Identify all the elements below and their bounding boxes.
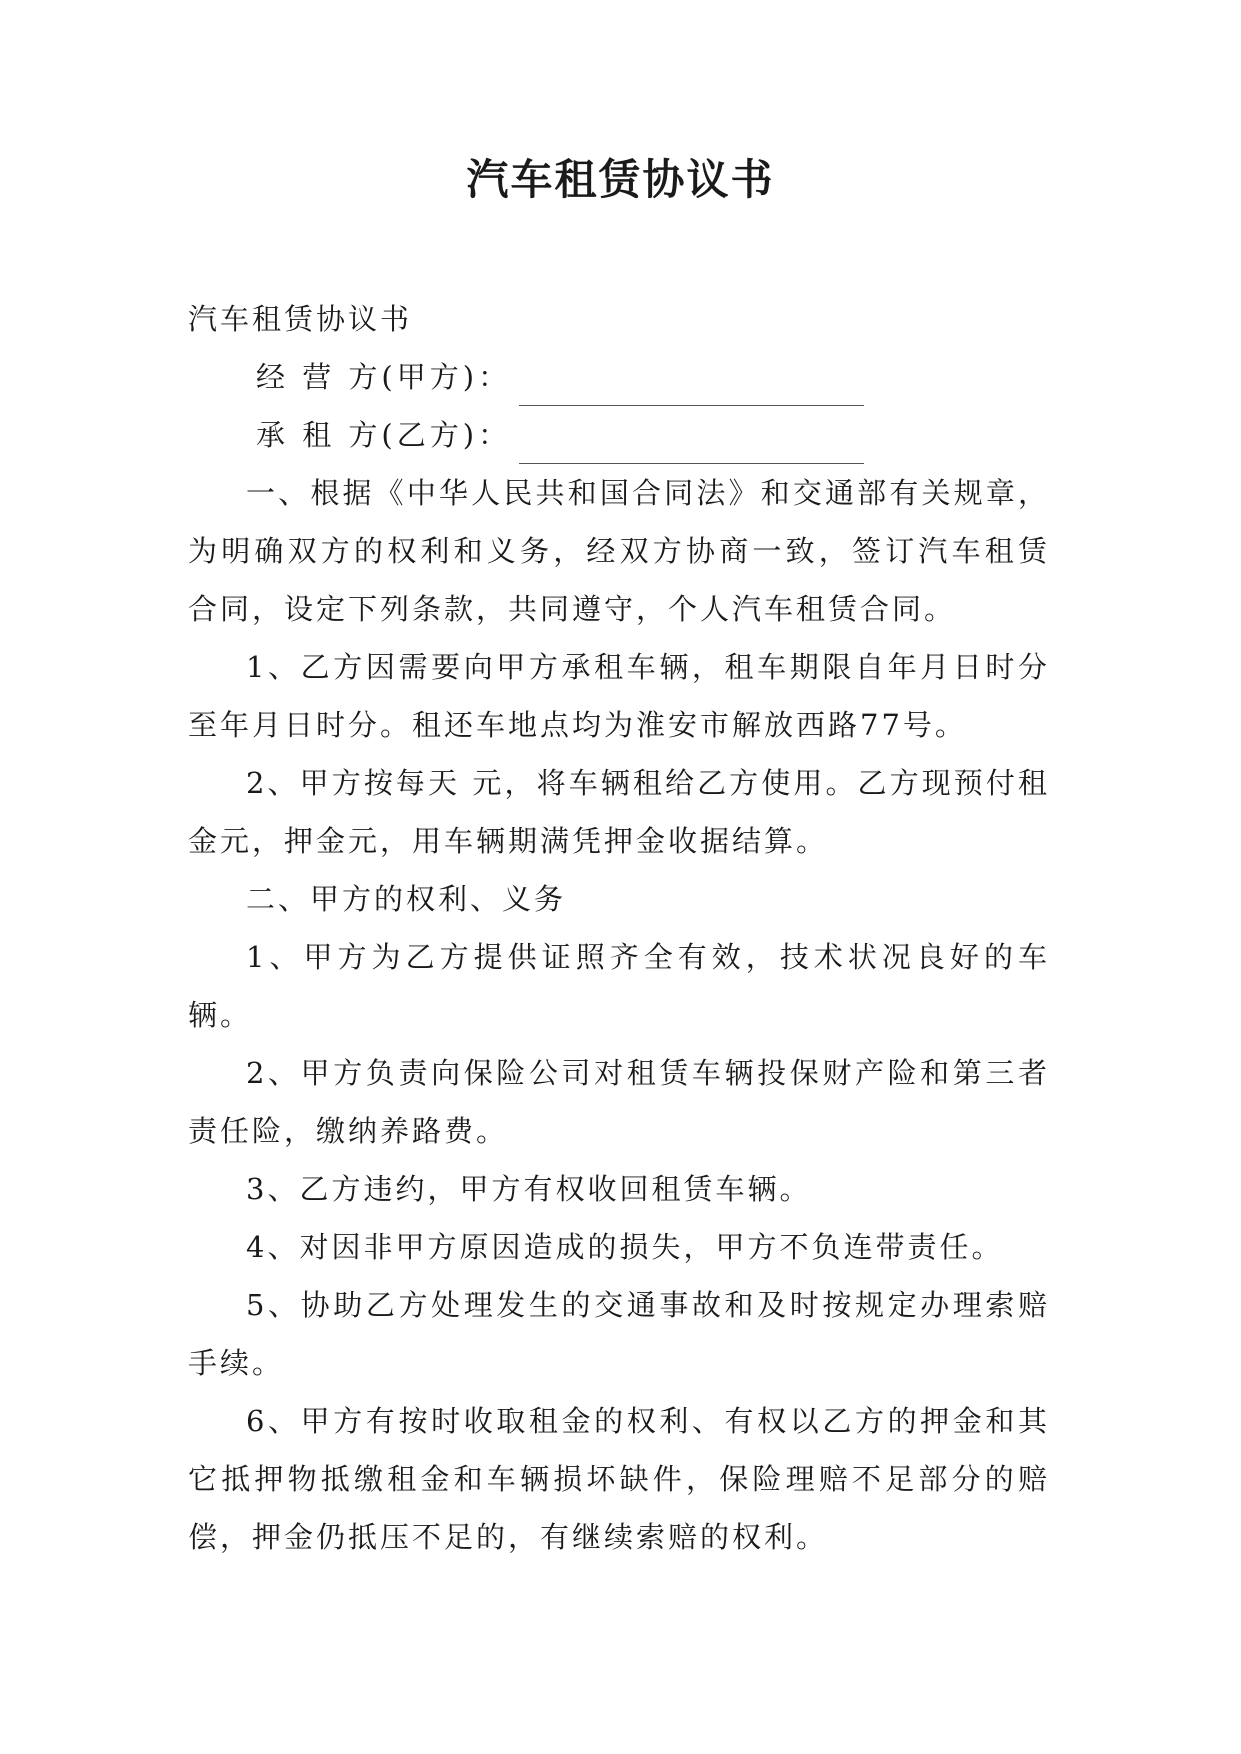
document-body bbox=[188, 290, 1050, 1566]
paragraph-6: 2、甲方负责向保险公司对租赁车辆投保财产险和第三者责任险，缴纳养路费。 bbox=[188, 1056, 1050, 1148]
paragraph-2: 1、乙方因需要向甲方承租车辆，租车期限自年月日时分至年月日时分。租还车地点均为淮安市解放西路77号。 bbox=[188, 650, 1050, 742]
document-title: 汽车租赁协议书 bbox=[466, 155, 775, 204]
paragraph-9: 5、协助乙方处理发生的交通事故和及时按规定办理索赔手续。 bbox=[188, 1288, 1050, 1380]
paragraph-7: 3、乙方违约，甲方有权收回租赁车辆。 bbox=[246, 1172, 812, 1206]
party-b-line bbox=[188, 406, 1050, 464]
paragraph-10: 6、甲方有按时收取租金的权利、有权以乙方的押金和其它抵押物抵缴租金和车辆损坏缺件，保险理赔不足部分的赔偿，押金仍抵压不足的，有继续索赔的权利。 bbox=[188, 1404, 1050, 1554]
document-subtitle: 汽车租赁协议书 bbox=[188, 302, 413, 336]
party-b-label: 承 租 方(乙方)： bbox=[256, 418, 512, 452]
party-a-label: 经 营 方(甲方)： bbox=[256, 360, 512, 394]
paragraph-8: 4、对因非甲方原因造成的损失，甲方不负连带责任。 bbox=[246, 1230, 1004, 1264]
paragraph-3: 2、甲方按每天 元，将车辆租给乙方使用。乙方现预付租金元，押金元，用车辆期满凭押金收据结算。 bbox=[188, 766, 1050, 858]
party-a-blank bbox=[519, 375, 864, 406]
party-b-blank bbox=[519, 433, 864, 464]
section-heading-2: 二、甲方的权利、义务 bbox=[246, 882, 567, 916]
paragraph-1: 一、根据《中华人民共和国合同法》和交通部有关规章，为明确双方的权利和义务，经双方协商一致，签订汽车租赁合同，设定下列条款，共同遵守，个人汽车租赁合同。 bbox=[188, 476, 1050, 626]
party-a-line bbox=[188, 348, 1050, 406]
paragraph-5: 1、甲方为乙方提供证照齐全有效，技术状况良好的车辆。 bbox=[188, 940, 1050, 1032]
